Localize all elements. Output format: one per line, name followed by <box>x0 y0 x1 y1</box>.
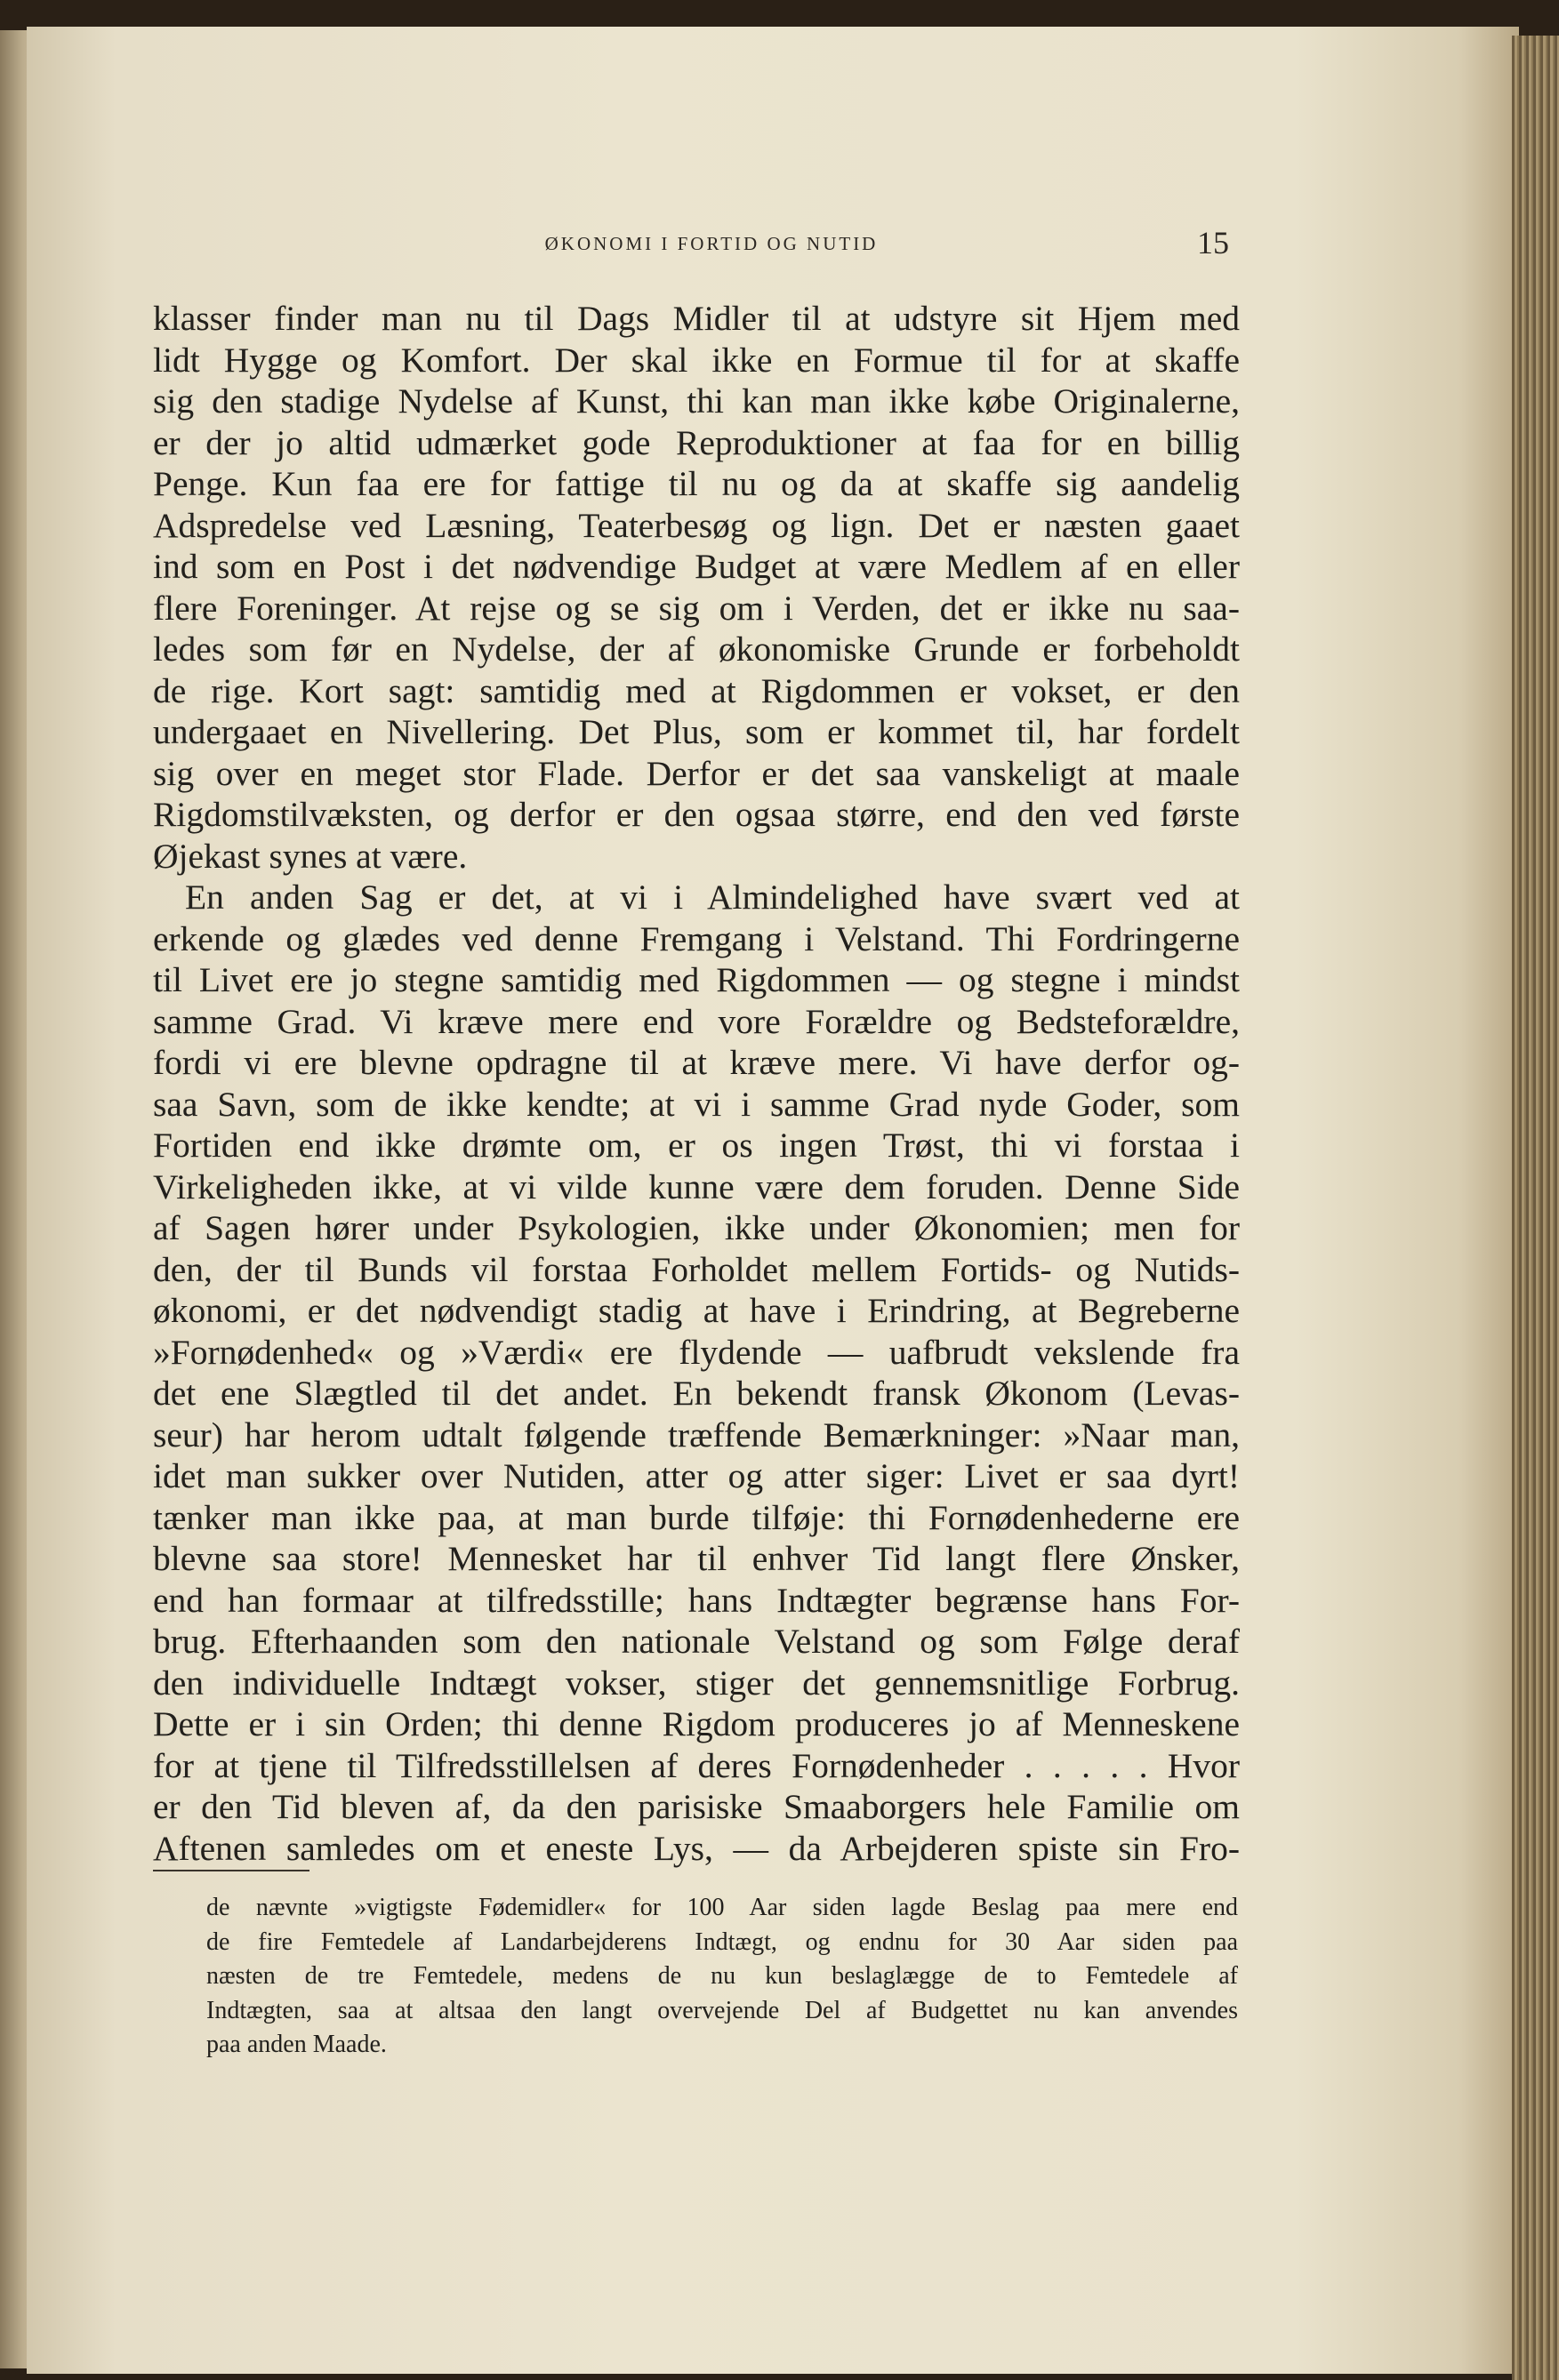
running-head: ØKONOMI I FORTID OG NUTID <box>544 233 879 254</box>
text-line: ind som en Post i det nødvendige Budget at være Medlem af en eller <box>153 547 1240 586</box>
footnote <box>206 1891 1238 2063</box>
text-line: undergaaet en Nivellering. Det Plus, som er kommet til, har fordelt <box>153 712 1240 751</box>
paragraph-end-line: Øjekast synes at være. <box>153 836 468 876</box>
text-line: brug. Efterhaanden som den nationale Velstand og som Følge deraf <box>153 1622 1240 1661</box>
page-number: 15 <box>1197 225 1229 260</box>
paragraph-start-line: En anden Sag er det, at vi i Almindelighed have svært ved at <box>185 877 1240 917</box>
text-line: af Sagen hører under Psykologien, ikke under Økonomien; men for <box>153 1208 1240 1247</box>
text-line: er der jo altid udmærket gode Reproduktioner at faa for en billig <box>153 422 1240 462</box>
text-line: Aftenen samledes om et eneste Lys, — da Arbejderen spiste sin Fro- <box>153 1828 1240 1868</box>
footnote-line: de fire Femtedele af Landarbejderens Indtægt, og endnu for 30 Aar siden paa <box>206 1927 1238 1956</box>
page-block-edges <box>1512 36 1559 2380</box>
text-line: »Fornødenhed« og »Værdi« ere flydende — uafbrudt vekslende fra <box>153 1332 1240 1372</box>
text-line: økonomi, er det nødvendigt stadig at have i Erindring, at Begreberne <box>153 1291 1240 1330</box>
footnote-line: paa anden Maade. <box>206 2031 387 2058</box>
text-line: sig over en meget stor Flade. Derfor er det saa vanskeligt at maale <box>153 753 1240 793</box>
text-line: seur) har herom udtalt følgende træffende Bemærkninger: »Naar man, <box>153 1414 1240 1454</box>
text-line: den individuelle Indtægt vokser, stiger det gennemsnitlige Forbrug. <box>153 1663 1240 1703</box>
text-line: det ene Slægtled til det andet. En bekendt fransk Økonom (Levas- <box>153 1374 1240 1413</box>
footnote-line: Indtægten, saa at altsaa den langt overvejende Del af Budgettet nu kan anvendes <box>206 1996 1238 2024</box>
text-line: ledes som før en Nydelse, der af økonomiske Grunde er forbeholdt <box>153 629 1240 669</box>
text-line: lidt Hygge og Komfort. Der skal ikke en Formue til for at skaffe <box>153 340 1240 380</box>
text-line: de rige. Kort sagt: samtidig med at Rigdommen er vokset, er den <box>153 670 1240 710</box>
body-text <box>153 298 1240 1869</box>
text-line: Fortiden end ikke drømte om, er os ingen Trøst, thi vi forstaa i <box>153 1126 1240 1165</box>
text-line: blevne saa store! Mennesket har til enhver Tid langt flere Ønsker, <box>153 1539 1240 1578</box>
text-line: samme Grad. Vi kræve mere end vore Forældre og Bedsteforældre, <box>153 1001 1240 1041</box>
text-line: Dette er i sin Orden; thi denne Rigdom produceres jo af Menneskene <box>153 1704 1240 1743</box>
text-line: Virkeligheden ikke, at vi vilde kunne være dem foruden. Denne Side <box>153 1166 1240 1206</box>
text-line: Rigdomstilvæksten, og derfor er den ogsaa større, end den ved første <box>153 795 1240 834</box>
text-line: end han formaar at tilfredsstille; hans Indtægter begrænse hans For- <box>153 1580 1240 1620</box>
text-line: erkende og glædes ved denne Fremgang i Velstand. Thi Fordringerne <box>153 918 1240 958</box>
footnote-line: næsten de tre Femtedele, medens de nu kun beslaglægge de to Femtedele af <box>206 1962 1238 1990</box>
text-line: klasser finder man nu til Dags Midler til at udstyre sit Hjem med <box>153 299 1240 338</box>
text-line: den, der til Bunds vil forstaa Forholdet mellem Fortids- og Nutids- <box>153 1249 1240 1289</box>
text-line: flere Foreninger. At rejse og se sig om i Verden, det er ikke nu saa- <box>153 588 1240 628</box>
footnote-line: de nævnte »vigtigste Fødemidler« for 100 Aar siden lagde Beslag paa mere end <box>206 1894 1238 1921</box>
text-line: for at tjene til Tilfredsstillelsen af deres Fornødenheder . . . . . Hvor <box>153 1745 1240 1785</box>
text-line: Penge. Kun faa ere for fattige til nu og da at skaffe sig aandelig <box>153 464 1240 503</box>
footnote-rule <box>153 1870 309 1871</box>
text-line: til Livet ere jo stegne samtidig med Rigdommen — og stegne i mindst <box>153 960 1240 999</box>
text-line: fordi vi ere blevne opdragne til at kræve mere. Vi have derfor og- <box>153 1043 1240 1082</box>
text-line: tænker man ikke paa, at man burde tilføje: thi Fornødenhederne ere <box>153 1497 1240 1537</box>
text-line: sig den stadige Nydelse af Kunst, thi kan man ikke købe Originalerne, <box>153 381 1240 421</box>
text-line: Adspredelse ved Læsning, Teaterbesøg og lign. Det er næsten gaaet <box>153 505 1240 545</box>
text-line: saa Savn, som de ikke kendte; at vi i samme Grad nyde Goder, som <box>153 1084 1240 1124</box>
text-line: er den Tid bleven af, da den parisiske Smaaborgers hele Familie om <box>153 1787 1240 1826</box>
text-line: idet man sukker over Nutiden, atter og atter siger: Livet er saa dyrt! <box>153 1456 1240 1495</box>
